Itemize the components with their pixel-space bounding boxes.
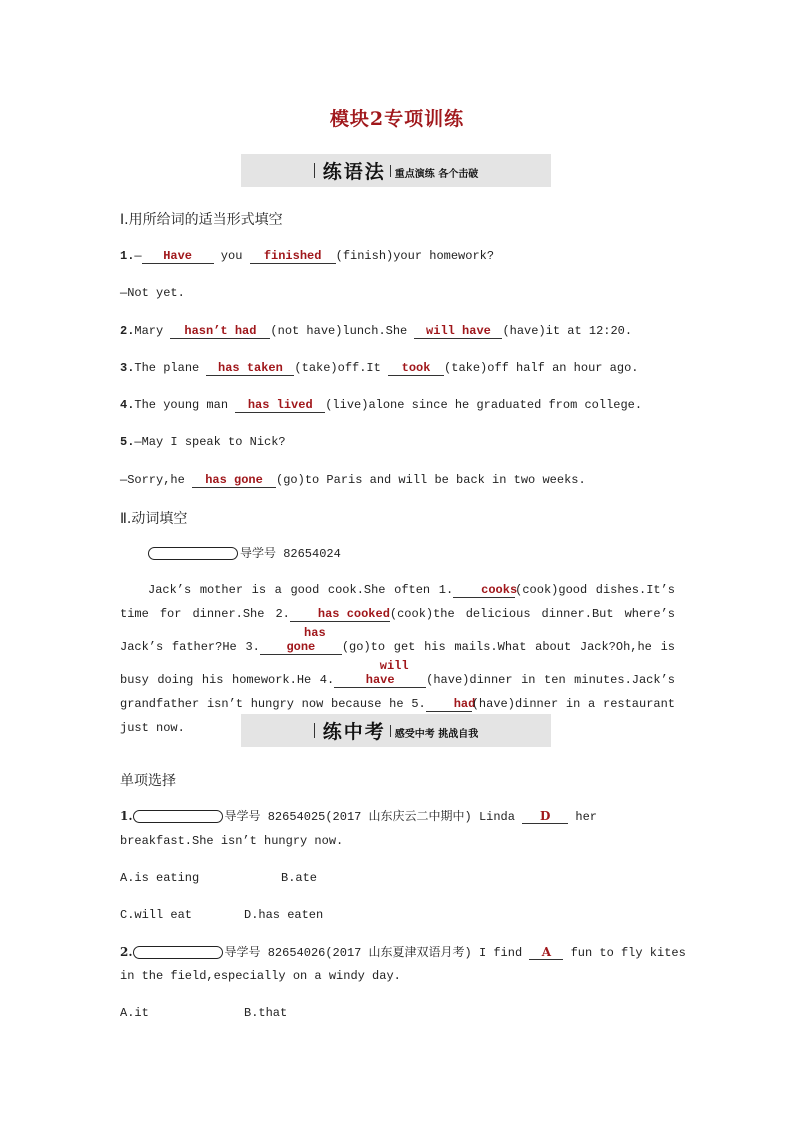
question-text: 导学号 82654025(2017 山东庆云二中期中) Linda	[224, 810, 523, 824]
answer-blank: has taken	[206, 361, 294, 376]
paragraph-text: Jack’s mother is a good cook.She often 1.	[148, 583, 454, 597]
question-4	[120, 397, 642, 413]
answer-blank: hasn’t had	[170, 324, 270, 339]
question-number: 5.	[120, 435, 135, 449]
answer-blank: took	[388, 361, 444, 376]
question-text: her	[568, 810, 597, 824]
option-c: C.will eat	[120, 908, 193, 922]
question-text: —May I speak to Nick?	[134, 435, 286, 449]
answer-blank: cooks	[453, 583, 515, 598]
section-heading: Ⅰ.用所给词的适当形式填空	[120, 212, 283, 228]
answer-blank: has cooked	[290, 607, 390, 622]
banner-title: 练语法	[322, 161, 386, 183]
option-b: B.ate	[281, 871, 318, 885]
question-3	[120, 360, 638, 376]
guide-pill-icon	[133, 946, 223, 959]
banner-subtitle: 感受中考 挑战自我	[394, 729, 479, 740]
question-text: 导学号 82654026(2017 山东夏津双语月考) I find	[224, 946, 530, 960]
banner-subtitle: 重点演练 各个击破	[394, 169, 479, 180]
answer-blank: has lived	[235, 398, 325, 413]
question-text: —	[134, 249, 142, 263]
question-text: (finish)your homework?	[335, 249, 495, 263]
question-number: 1.	[120, 809, 133, 823]
guide-pill-icon	[148, 547, 238, 560]
question-number: 2.	[120, 324, 135, 338]
question-text: (go)to Paris and will be back in two weeks.	[276, 473, 586, 487]
question-text: Mary	[134, 324, 171, 338]
section-heading: 单项选择	[120, 773, 176, 789]
page-title: 模块2专项训练	[329, 108, 465, 130]
question-number: 1.	[120, 249, 135, 263]
answer-blank: D	[522, 809, 568, 824]
question-number: 3.	[120, 361, 135, 375]
question-text: (not have)lunch.She	[270, 324, 415, 338]
divider	[314, 723, 315, 738]
question-1	[120, 248, 494, 264]
banner-title: 练中考	[322, 721, 386, 743]
choice-question-2	[120, 944, 686, 961]
divider	[314, 163, 315, 178]
section-banner-exam	[241, 714, 551, 747]
option-a: A.is eating	[120, 871, 200, 885]
question-text: (live)alone since he graduated from college.	[325, 398, 643, 412]
divider	[390, 725, 391, 737]
question-text: fun to fly kites	[563, 946, 686, 960]
question-5	[120, 434, 286, 450]
answer-blank: A	[529, 945, 563, 960]
choice-question-1-cont: breakfast.She isn’t hungry now.	[120, 834, 344, 848]
answer-blank: has gone	[260, 626, 342, 655]
question-text: (take)off half an hour ago.	[444, 361, 639, 375]
answer-blank: had	[426, 697, 472, 712]
answer-blank: Have	[142, 249, 214, 264]
paragraph-text: (have)dinner in a restaurant just now.	[120, 697, 676, 735]
divider	[390, 165, 391, 177]
answer-blank: will have	[414, 324, 502, 339]
question-text: —Sorry,he	[120, 473, 193, 487]
answer-blank: has gone	[192, 473, 276, 488]
question-5-reply	[120, 472, 586, 488]
question-1-reply: —Not yet.	[120, 286, 185, 300]
guide-pill-icon	[133, 810, 223, 823]
section-heading: Ⅱ.动词填空	[120, 511, 188, 527]
question-text: (have)it at 12:20.	[502, 324, 633, 338]
question-2	[120, 323, 632, 339]
question-number: 2.	[120, 945, 133, 959]
paragraph-text: (go)to get his mails.What about Jack?Oh,he is busy doing his homework.He 4.	[120, 640, 675, 687]
answer-blank: finished	[250, 249, 336, 264]
choice-question-1	[120, 808, 597, 825]
option-d: D.has eaten	[244, 908, 324, 922]
question-text: you	[213, 249, 250, 263]
paragraph-text: (cook)good dishes.It’s time for dinner.She 2.	[120, 583, 675, 621]
paragraph-text: (have)dinner in ten minutes.Jack’s grandfather isn’t hungry now because he 5.	[120, 673, 675, 711]
question-text: The young man	[134, 398, 236, 412]
guide-number	[148, 545, 341, 562]
guide-text: 导学号 82654024	[240, 547, 341, 561]
question-text: The plane	[134, 361, 207, 375]
option-b: B.that	[244, 1006, 288, 1020]
answer-blank: will have	[334, 659, 426, 688]
option-a: A.it	[120, 1006, 149, 1020]
question-text: (take)off.It	[294, 361, 389, 375]
question-number: 4.	[120, 398, 135, 412]
section-banner-grammar	[241, 154, 551, 187]
choice-question-2-cont: in the field,especially on a windy day.	[120, 969, 401, 983]
paragraph-text: (cook)the delicious dinner.But where’s Jack’s father?He 3.	[120, 607, 675, 654]
